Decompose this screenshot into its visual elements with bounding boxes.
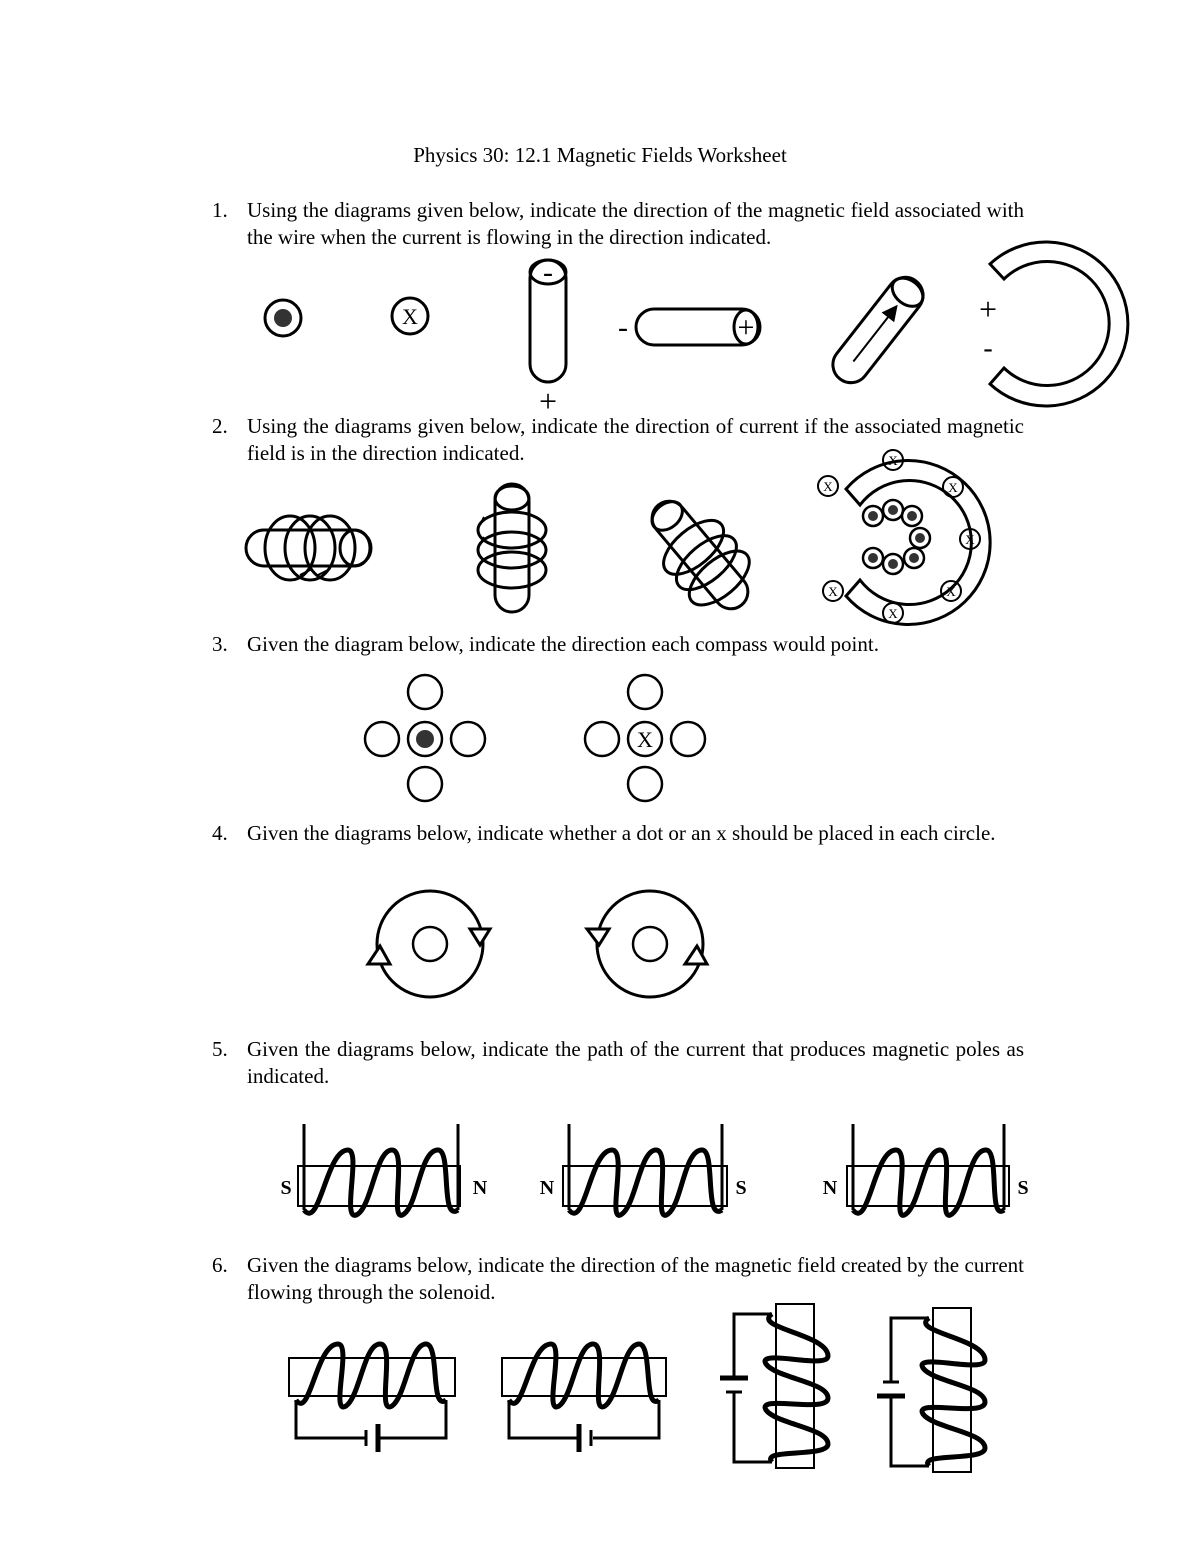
question-text: Given the diagrams below, indicate the direction of the magnetic field created by the current flowing through the solenoid.: [247, 1253, 1024, 1304]
loop-wire: [979, 242, 1128, 406]
plus-label: +: [538, 383, 558, 419]
svg-text:X: X: [965, 532, 975, 547]
question-text: Given the diagrams below, indicate the path of the current that produces magnetic poles as indicated.: [247, 1037, 1024, 1088]
svg-text:X: X: [948, 480, 958, 495]
clockwise-field: [368, 891, 490, 997]
q4-field-circles: [368, 891, 707, 997]
q3-compasses: [365, 675, 705, 801]
horizontal-solenoid-1: [289, 1344, 455, 1452]
question-text: Using the diagrams given below, indicate the direction of current if the associated magnetic field is in the direction indicated.: [247, 414, 1024, 465]
q2-diagrams: [246, 450, 990, 628]
north-pole-label: N: [472, 1177, 488, 1199]
svg-text:X: X: [828, 584, 838, 599]
vertical-solenoid-1: [720, 1304, 828, 1468]
diagonal-wire: [826, 270, 931, 390]
dot-circle-icon: [408, 722, 442, 756]
svg-text:X: X: [637, 727, 653, 752]
x-circle-icon: [392, 298, 428, 334]
question-number: 6.: [212, 1253, 228, 1277]
question-number: 1.: [212, 198, 228, 222]
svg-text:X: X: [946, 584, 956, 599]
minus-label: -: [983, 333, 993, 364]
question-number: 5.: [212, 1037, 228, 1061]
south-pole-label: S: [280, 1177, 292, 1199]
question-text: Using the diagrams given below, indicate the direction of the magnetic field associated with the wire when the current is flowing in the direction indicated.: [247, 198, 1024, 249]
svg-text:X: X: [888, 606, 898, 621]
coil-with-field: [818, 450, 990, 624]
page-title: Physics 30: 12.1 Magnetic Fields Worksheet: [413, 143, 787, 167]
question-number: 2.: [212, 414, 228, 438]
q6-solenoids: [289, 1304, 985, 1472]
compass-set-right: [585, 675, 705, 801]
compass-set-left: [365, 675, 485, 801]
solenoid-1: [280, 1124, 487, 1215]
question-text: Given the diagrams below, indicate whether a dot or an x should be placed in each circle.: [247, 821, 996, 845]
diagonal-wire-with-field: [631, 482, 770, 628]
horizontal-wire: [618, 309, 760, 345]
horizontal-solenoid-2: [502, 1344, 666, 1452]
plus-label: +: [978, 291, 998, 327]
vertical-wire-with-field: [478, 484, 546, 612]
horizontal-wire-with-field: [246, 516, 371, 580]
q5-solenoids: [280, 1124, 1028, 1215]
north-pole-label: N: [539, 1177, 555, 1199]
south-pole-label: S: [735, 1177, 747, 1199]
north-pole-label: N: [822, 1177, 838, 1199]
question-number: 3.: [212, 632, 228, 656]
minus-label: -: [618, 311, 628, 344]
svg-text:X: X: [823, 479, 833, 494]
dot-circle-icon: [265, 300, 301, 336]
south-pole-label: S: [1017, 1177, 1029, 1199]
x-label: X: [402, 304, 418, 329]
x-circle-icon: [628, 722, 662, 756]
solenoid-2: [540, 1124, 747, 1215]
q1-diagrams: [265, 242, 1128, 419]
question-number: 4.: [212, 821, 228, 845]
svg-text:X: X: [888, 453, 898, 468]
counterclockwise-field: [587, 891, 707, 997]
plus-label: +: [737, 311, 755, 344]
minus-label: -: [543, 256, 553, 289]
vertical-solenoid-2: [877, 1308, 985, 1472]
question-text: Given the diagram below, indicate the direction each compass would point.: [247, 632, 879, 656]
vertical-wire: [530, 256, 566, 419]
solenoid-3: [823, 1124, 1029, 1215]
